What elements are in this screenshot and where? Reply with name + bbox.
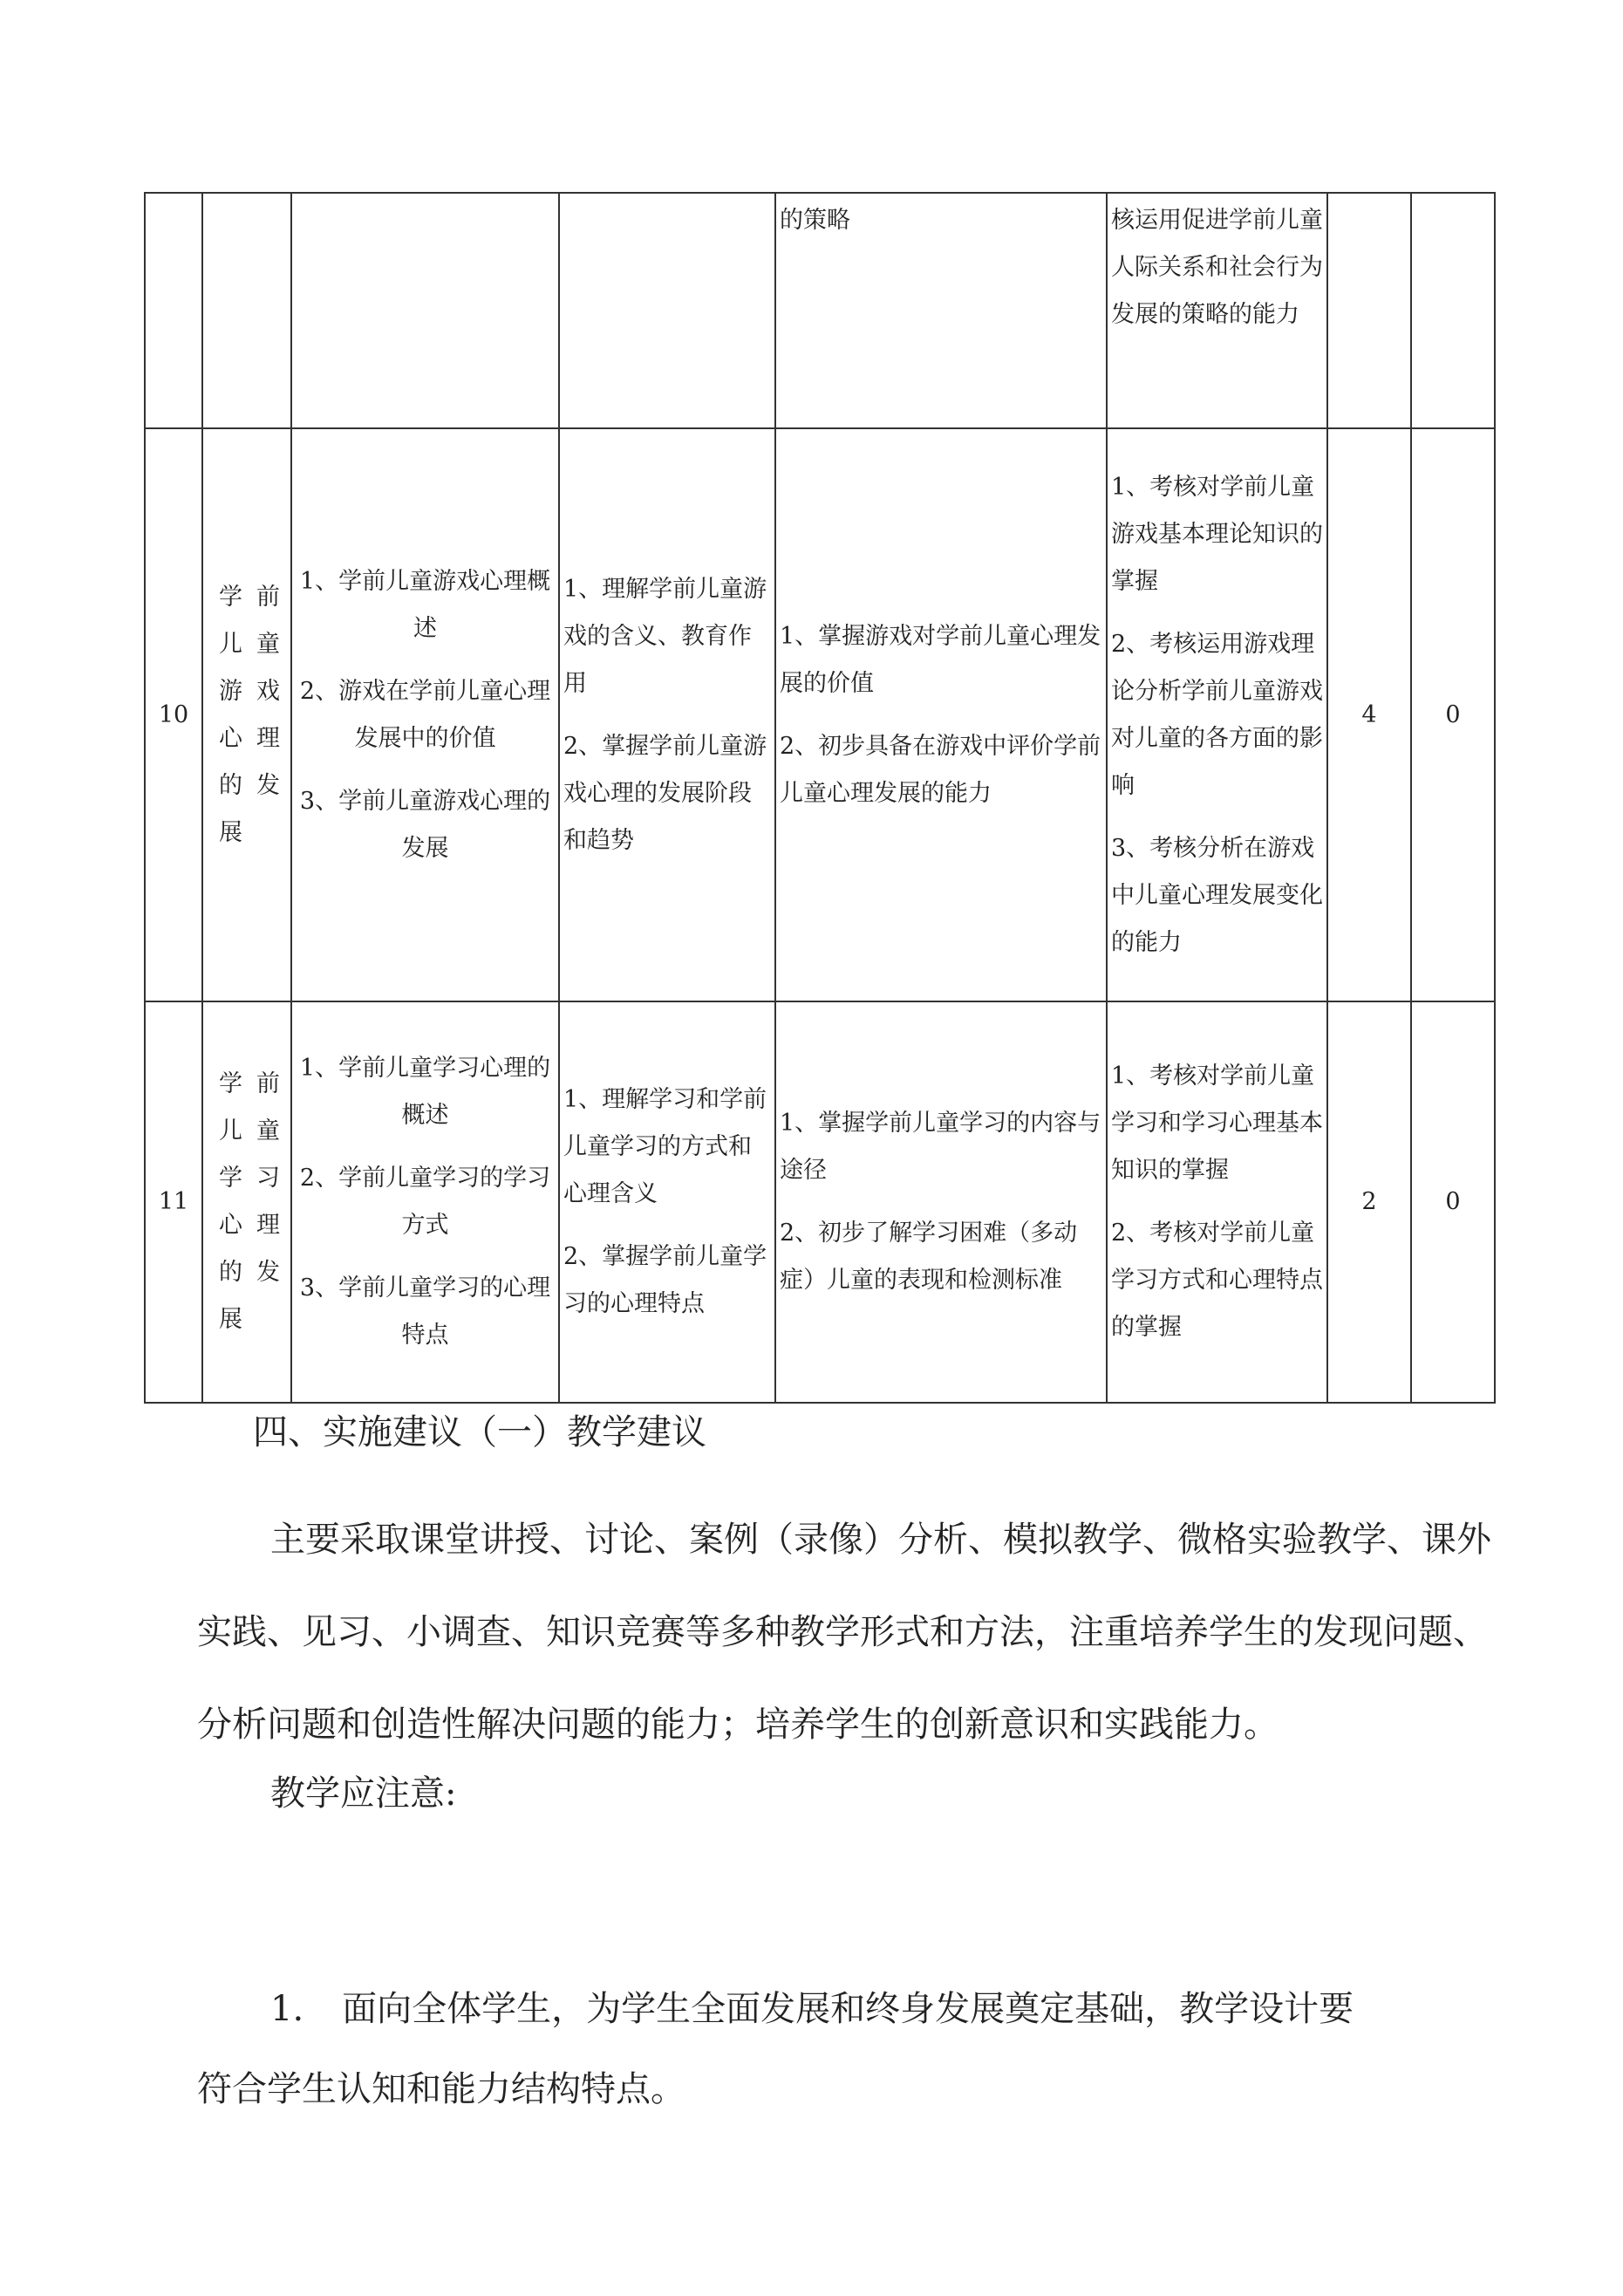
title-char: 理	[256, 724, 280, 752]
title-char: 心	[219, 724, 242, 752]
title-char: 理	[256, 1212, 280, 1239]
content-list	[292, 555, 558, 876]
cell-hours-theory	[1327, 193, 1411, 428]
content-item: 1、学前儿童学习心理的概述	[299, 1055, 551, 1129]
title-char: 前	[256, 1070, 280, 1097]
title-char: 游	[219, 677, 242, 705]
title-char: 心	[219, 1212, 242, 1239]
assessment-list	[1108, 1049, 1326, 1355]
content-list	[292, 1042, 558, 1363]
ability-item: 2、初步了解学习困难（多动症）儿童的表现和检测标准	[780, 1220, 1078, 1294]
assessment-item: 2、考核运用游戏理论分析学前儿童游戏对儿童的各方面的影响	[1111, 630, 1323, 799]
teaching-notes-label: 教学应注意:	[270, 1773, 457, 1814]
content-item: 2、学前儿童学习的学习方式	[299, 1165, 551, 1239]
cell-hours-practice: 0	[1411, 1001, 1495, 1403]
cell-hours-practice	[1411, 193, 1495, 428]
title-char: 儿	[219, 1117, 242, 1145]
title-char: 学	[219, 583, 242, 611]
table-row-11	[145, 1001, 1495, 1403]
cell-assessment	[1107, 428, 1327, 1001]
title-char: 前	[256, 583, 280, 611]
cell-ability	[775, 428, 1107, 1001]
table-row-10	[145, 428, 1495, 1001]
section-heading: 四、实施建议（一）教学建议	[253, 1412, 706, 1452]
assessment-item: 1、考核对学前儿童学习和学习心理基本知识的掌握	[1111, 1063, 1323, 1184]
title-char: 习	[256, 1165, 280, 1192]
cell-knowledge	[559, 193, 775, 428]
cell-assessment	[1107, 1001, 1327, 1403]
title-char: 展	[219, 818, 242, 846]
title-char: 的	[219, 771, 242, 799]
title-char	[247, 810, 280, 857]
list-item-text: 面向全体学生，为学生全面发展和终身发展奠定基础，教学设计要	[342, 1989, 1354, 2029]
assessment-list	[1108, 461, 1326, 970]
teaching-method-paragraph: 主要采取课堂讲授、讨论、案例（录像）分析、模拟教学、微格实验教学、课外实践、见习、小调查、知识竞赛等多种教学形式和方法，注重培养学生的发现问题、分析问题和创造性解决问题的能力；培养学生的创新意识和实践能力。	[197, 1520, 1491, 1745]
cell-hours-practice: 0	[1411, 428, 1495, 1001]
title-char: 发	[256, 771, 280, 799]
knowledge-list	[560, 1073, 774, 1331]
ability-item: 1、掌握游戏对学前儿童心理发展的价值	[780, 622, 1101, 697]
cell-hours-theory: 4	[1327, 428, 1411, 1001]
title-char: 儿	[219, 630, 242, 658]
title-char: 童	[256, 630, 280, 658]
knowledge-item: 2、掌握学前儿童学习的心理特点	[563, 1243, 767, 1317]
cell-hours-theory: 2	[1327, 1001, 1411, 1403]
title-char: 童	[256, 1117, 280, 1145]
ability-item: 1、掌握学前儿童学习的内容与途径	[780, 1110, 1101, 1184]
ability-item: 2、初步具备在游戏中评价学前儿童心理发展的能力	[780, 732, 1101, 807]
ability-text: 的策略	[780, 207, 850, 234]
cell-knowledge	[559, 428, 775, 1001]
cell-title	[202, 1001, 291, 1403]
title-char: 戏	[256, 677, 280, 705]
assessment-item: 2、考核对学前儿童学习方式和心理特点的掌握	[1111, 1220, 1323, 1341]
title-char: 学	[219, 1165, 242, 1192]
knowledge-list	[560, 563, 774, 868]
cell-ability	[775, 193, 1107, 428]
cell-ability	[775, 1001, 1107, 1403]
assessment-text: 核运用促进学前儿童人际关系和社会行为发展的策略的能力	[1111, 207, 1323, 328]
cell-content	[291, 1001, 559, 1403]
title-char: 发	[256, 1259, 280, 1286]
content-item: 3、学前儿童学习的心理特点	[299, 1274, 551, 1349]
knowledge-item: 2、掌握学前儿童游戏心理的发展阶段和趋势	[563, 732, 767, 854]
title-char: 的	[219, 1259, 242, 1286]
title-char: 学	[219, 1070, 242, 1097]
cell-title	[202, 193, 291, 428]
cell-knowledge	[559, 1001, 775, 1403]
content-item: 3、学前儿童游戏心理的发展	[299, 787, 551, 862]
cell-assessment	[1107, 193, 1327, 428]
list-item-1-continued: 符合学生认知和能力结构特点。	[197, 2069, 685, 2109]
cell-content	[291, 193, 559, 428]
cell-content	[291, 428, 559, 1001]
content-item: 1、学前儿童游戏心理概述	[299, 567, 551, 642]
chapter-title	[203, 1061, 290, 1343]
content-item: 2、游戏在学前儿童心理发展中的价值	[299, 677, 551, 752]
ability-list	[776, 1097, 1106, 1308]
list-item-1	[270, 1963, 1579, 2055]
assessment-item: 3、考核分析在游戏中儿童心理发展变化的能力	[1111, 834, 1323, 956]
cell-title	[202, 428, 291, 1001]
knowledge-item: 1、理解学前儿童游戏的含义、教育作用	[563, 575, 767, 697]
cell-no	[145, 193, 202, 428]
title-char: 展	[219, 1306, 242, 1333]
chapter-title	[203, 574, 290, 857]
assessment-item: 1、考核对学前儿童游戏基本理论知识的掌握	[1111, 473, 1323, 595]
ability-list	[776, 610, 1106, 821]
syllabus-table	[144, 192, 1496, 1404]
knowledge-item: 1、理解学习和学前儿童学习的方式和心理含义	[563, 1086, 767, 1207]
list-item-number: 1.	[270, 1989, 304, 2029]
table-row-continued	[145, 193, 1495, 428]
title-char	[247, 1296, 280, 1343]
cell-no: 10	[145, 428, 202, 1001]
cell-no: 11	[145, 1001, 202, 1403]
